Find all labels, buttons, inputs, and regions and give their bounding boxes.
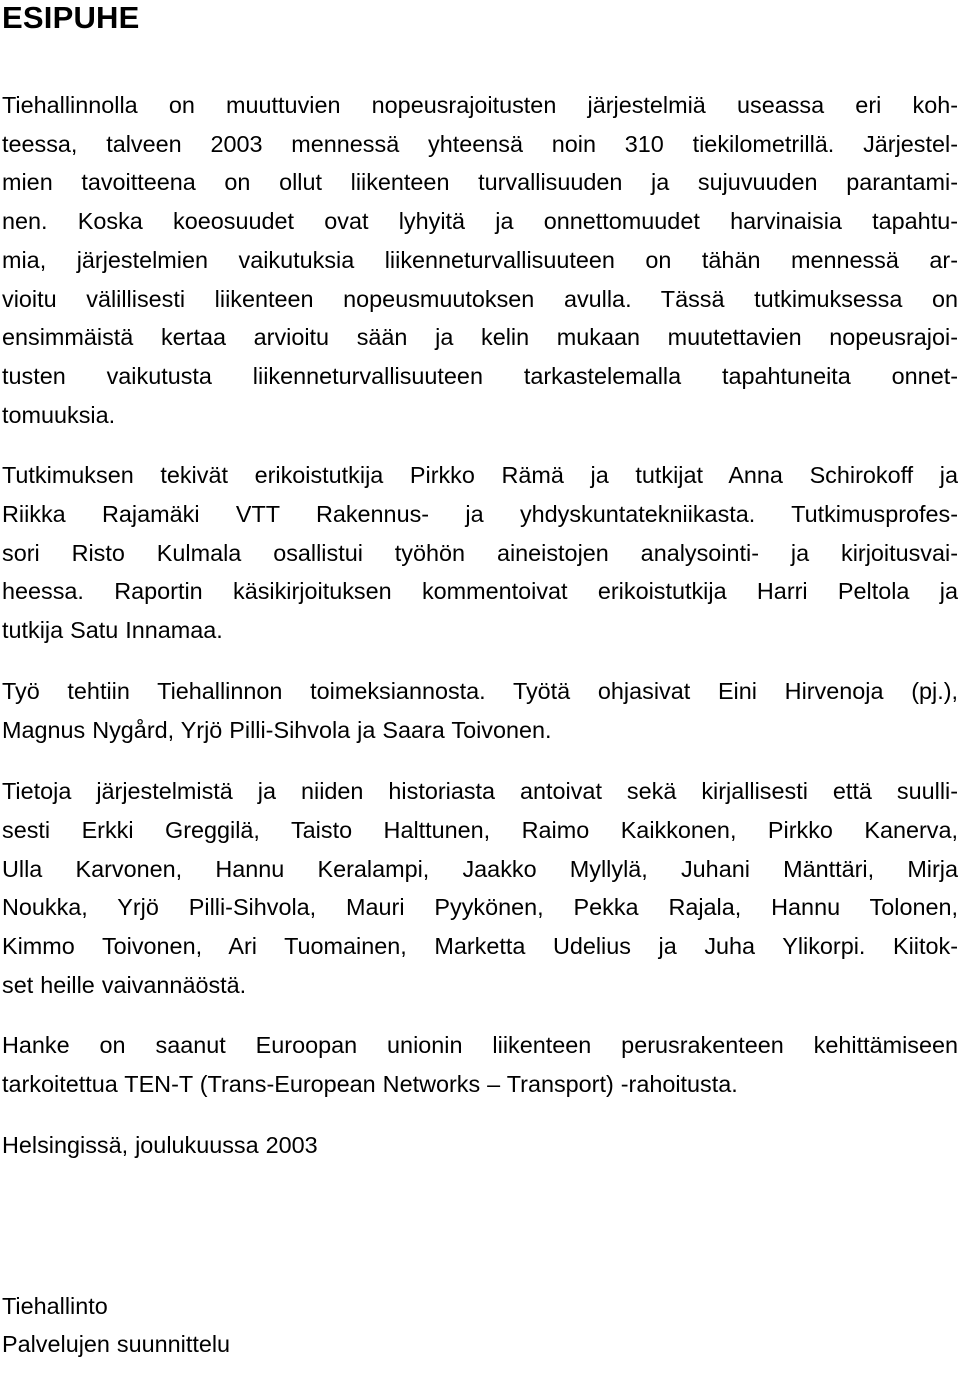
paragraph-line: nen. Koska koeosuudet ovat lyhyitä ja onnettomuudet harvinaisia tapahtu- [2,208,958,235]
document-title: ESIPUHE [2,0,140,35]
paragraph-background [2,86,958,434]
paragraph-line: ensimmäistä kertaa arvioitu sään ja kelin mukaan muutettavien nopeusrajoi- [2,324,958,351]
paragraph-line: vioitu välillisesti liikenteen nopeusmuutoksen avulla. Tässä tutkimuksessa on [2,285,958,312]
paragraph-acknowledgements [2,772,958,1004]
paragraph-line: Tutkimuksen tekivät erikoistutkija Pirkko Rämä ja tutkijat Anna Schirokoff ja [2,462,958,489]
paragraph-line: tutkija Satu Innamaa. [2,617,223,644]
place-date: Helsingissä, joulukuussa 2003 [2,1131,318,1158]
paragraph-line: teessa, talveen 2003 mennessä yhteensä noin 310 tiekilometrillä. Järjestel- [2,130,958,157]
paragraph-line: Noukka, Yrjö Pilli-Sihvola, Mauri Pyykönen, Pekka Rajala, Hannu Tolonen, [2,894,958,921]
document-page [2,0,958,1364]
paragraph-line: Hanke on saanut Euroopan unionin liikenteen perusrakenteen kehittämiseen [2,1032,958,1059]
paragraph-line: Työ tehtiin Tiehallinnon toimeksiannosta. Työtä ohjasivat Eini Hirvenoja (pj.), [2,677,958,704]
paragraph-line: Riikka Rajamäki VTT Rakennus- ja yhdyskuntatekniikasta. Tutkimusprofes- [2,501,958,528]
paragraph-line: mia, järjestelmien vaikutuksia liikenneturvallisuuteen on tähän mennessä ar- [2,246,958,273]
paragraph-line: sori Risto Kulmala osallistui työhön aineistojen analysointi- ja kirjoitusvai- [2,539,958,566]
paragraph-line: Ulla Karvonen, Hannu Keralampi, Jaakko Myllylä, Juhani Mänttäri, Mirja [2,855,958,882]
signature-organization: Tiehallinto [2,1292,108,1319]
paragraph-commission [2,672,958,749]
paragraph-line: Kimmo Toivonen, Ari Tuomainen, Marketta Udelius ja Juha Ylikorpi. Kiitok- [2,933,958,960]
signature-unit: Palvelujen suunnittelu [2,1331,231,1358]
paragraph-line: mien tavoitteena on ollut liikenteen turvallisuuden ja sujuvuuden parantami- [2,169,958,196]
paragraph-line: Magnus Nygård, Yrjö Pilli-Sihvola ja Saara Toivonen. [2,716,552,743]
paragraph-line: tusten vaikutusta liikenneturvallisuuteen tarkastelemalla tapahtuneita onnet- [2,362,958,389]
paragraph-line: tomuuksia. [2,401,116,428]
paragraph-line: Tietoja järjestelmistä ja niiden historiasta antoivat sekä kirjallisesti että suulli- [2,778,958,805]
paragraph-line: tarkoitettua TEN-T (Trans-European Networks – Transport) -rahoitusta. [2,1071,738,1098]
paragraph-line: sesti Erkki Greggilä, Taisto Halttunen, Raimo Kaikkonen, Pirkko Kanerva, [2,816,958,843]
paragraph-line: set heille vaivannäöstä. [2,971,247,998]
paragraph-funding [2,1026,958,1103]
paragraph-line: heessa. Raportin käsikirjoituksen kommentoivat erikoistutkija Harri Peltola ja [2,578,958,605]
paragraph-authors [2,456,958,650]
paragraph-line: Tiehallinnolla on muuttuvien nopeusrajoitusten järjestelmiä useassa eri koh- [2,92,958,118]
